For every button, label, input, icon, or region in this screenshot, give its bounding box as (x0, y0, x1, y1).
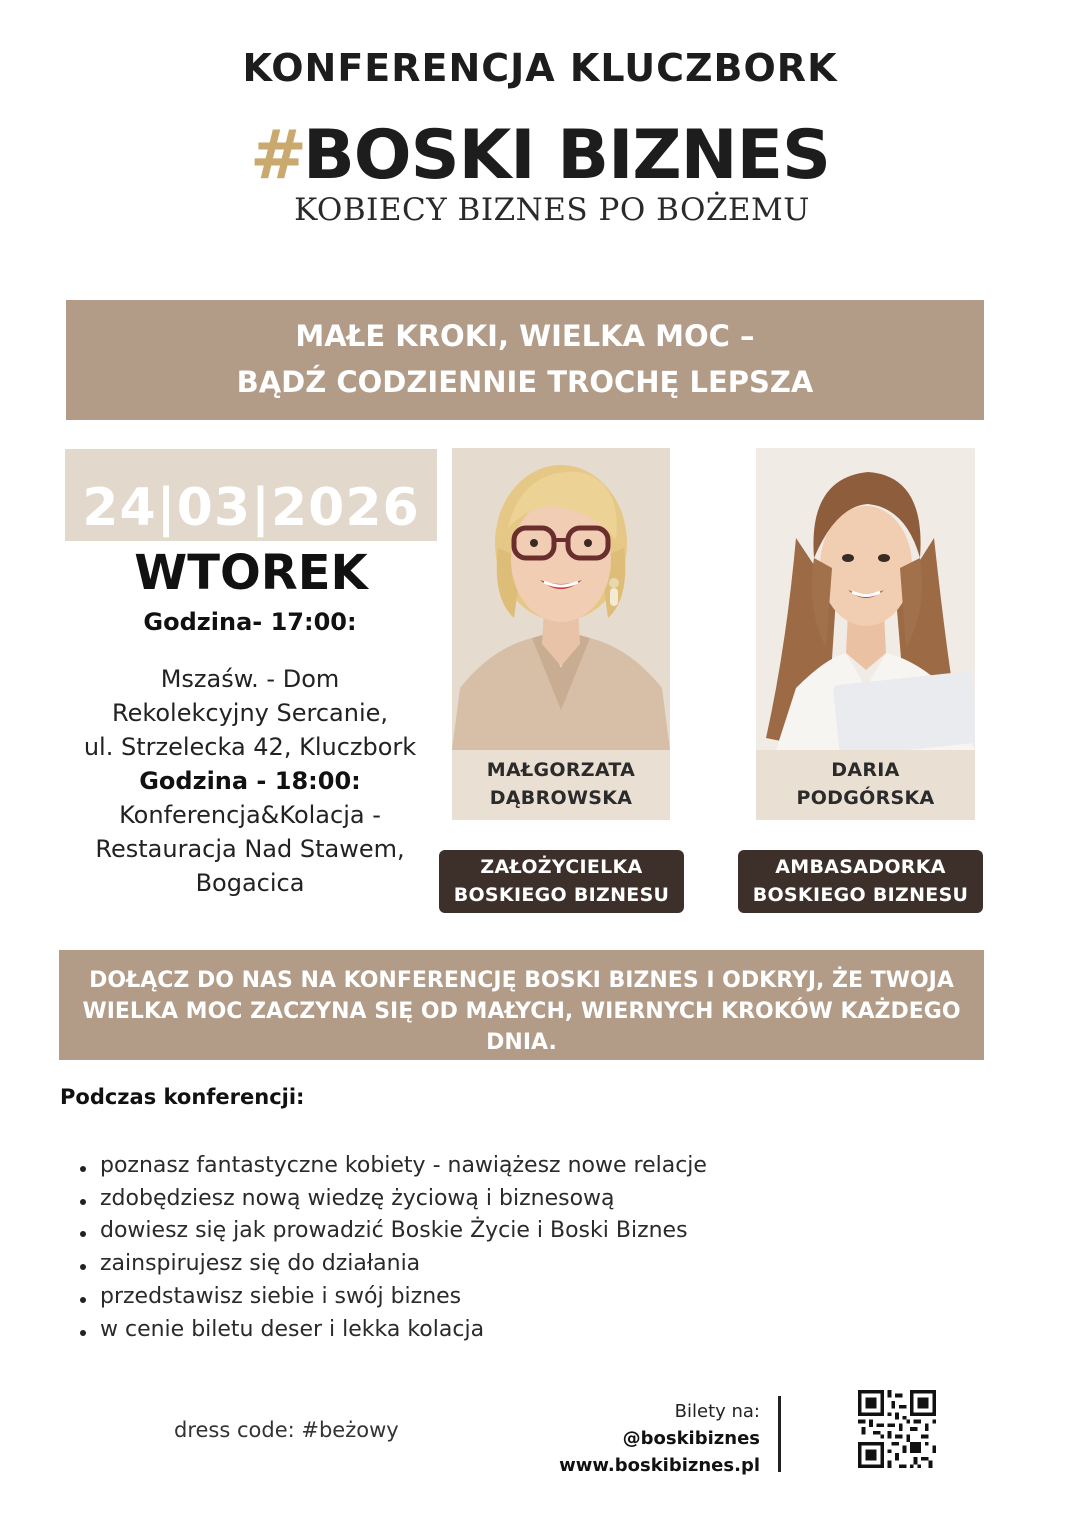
list-item: zdobędziesz nową wiedzę życiową i biznesową (78, 1183, 707, 1216)
mass-location-2: Rekolekcyjny Sercanie, (111, 699, 389, 727)
mass-location-1: Mszaśw. - Dom (160, 665, 340, 693)
brand-name: BOSKI BIZNES (302, 116, 831, 195)
speaker-card-2 (756, 448, 975, 820)
footer-divider (778, 1396, 781, 1472)
qr-code-icon[interactable] (858, 1390, 936, 1468)
event-day: WTOREK (134, 545, 368, 601)
invitation-line-2: WIELKA MOC ZACZYNA SIĘ OD MAŁYCH, WIERNYCH KROKÓW KAŻDEGO (82, 999, 961, 1024)
speaker-role-badge-1 (439, 850, 684, 913)
speaker-first-name-1: MAŁGORZATA (486, 759, 636, 781)
brand-logo (0, 116, 1080, 195)
tickets-url[interactable]: www.boskibiznes.pl (559, 1455, 760, 1476)
speaker-portrait-2 (756, 448, 975, 750)
conference-location-1: Konferencja&Kolacja - (119, 801, 381, 829)
speaker-role-2-line-2: BOSKIEGO BIZNESU (752, 884, 969, 906)
tickets-label: Bilety na: (674, 1401, 760, 1422)
invitation-line-1: DOŁĄCZ DO NAS NA KONFERENCJĘ BOSKI BIZNES I ODKRYJ, ŻE TWOJA (89, 968, 954, 993)
headline-line-1: MAŁE KROKI, WIELKA MOC – (295, 319, 755, 353)
list-item: poznasz fantastyczne kobiety - nawiążesz nowe relacje (78, 1150, 707, 1183)
brand-tagline: KOBIECY BIZNES PO BOŻEMU (294, 192, 810, 228)
benefits-heading: Podczas konferencji: (60, 1085, 305, 1109)
speaker-role-1-line-1: ZAŁOŻYCIELKA (480, 856, 643, 878)
speaker-name-2 (756, 756, 975, 812)
list-item: w cenie biletu deser i lekka kolacja (78, 1314, 707, 1347)
invitation-banner (59, 950, 984, 1060)
brand-hash: # (249, 116, 303, 195)
speaker-portrait-1 (452, 448, 670, 750)
benefits-list (78, 1150, 707, 1346)
speaker-name-1 (452, 756, 670, 812)
headline-banner (66, 300, 984, 420)
conference-location-2: Restauracja Nad Stawem, (95, 835, 405, 863)
dress-code: dress code: #beżowy (174, 1418, 399, 1442)
invitation-line-3: DNIA. (486, 1030, 557, 1055)
event-date: 24|03|2026 (82, 478, 420, 538)
speaker-first-name-2: DARIA (831, 759, 900, 781)
headline-line-2: BĄDŹ CODZIENNIE TROCHĘ LEPSZA (236, 365, 814, 399)
tickets-handle[interactable]: @boskibiznes (622, 1428, 760, 1449)
speaker-role-2-line-1: AMBASADORKA (775, 856, 946, 878)
time-label-mass: Godzina- 17:00: (143, 608, 357, 636)
tickets-info (559, 1398, 760, 1479)
conference-location-3: Bogacica (195, 869, 305, 897)
speaker-role-1-line-2: BOSKIEGO BIZNESU (453, 884, 670, 906)
list-item: zainspirujesz się do działania (78, 1248, 707, 1281)
speaker-last-name-1: DĄBROWSKA (489, 787, 633, 809)
event-schedule (60, 605, 440, 900)
speaker-photo-2 (756, 448, 975, 750)
list-item: dowiesz się jak prowadzić Boskie Życie i Boski Biznes (78, 1215, 707, 1248)
list-item: przedstawisz siebie i swój biznes (78, 1281, 707, 1314)
time-label-conference: Godzina - 18:00: (139, 767, 361, 795)
qr-code-graphic (858, 1390, 936, 1468)
conference-title: KONFERENCJA KLUCZBORK (242, 46, 838, 90)
speaker-last-name-2: PODGÓRSKA (796, 787, 935, 809)
speaker-role-badge-2 (738, 850, 983, 913)
speaker-card-1 (452, 448, 670, 820)
mass-location-3: ul. Strzelecka 42, Kluczbork (83, 733, 417, 761)
speaker-photo-1 (452, 448, 670, 750)
